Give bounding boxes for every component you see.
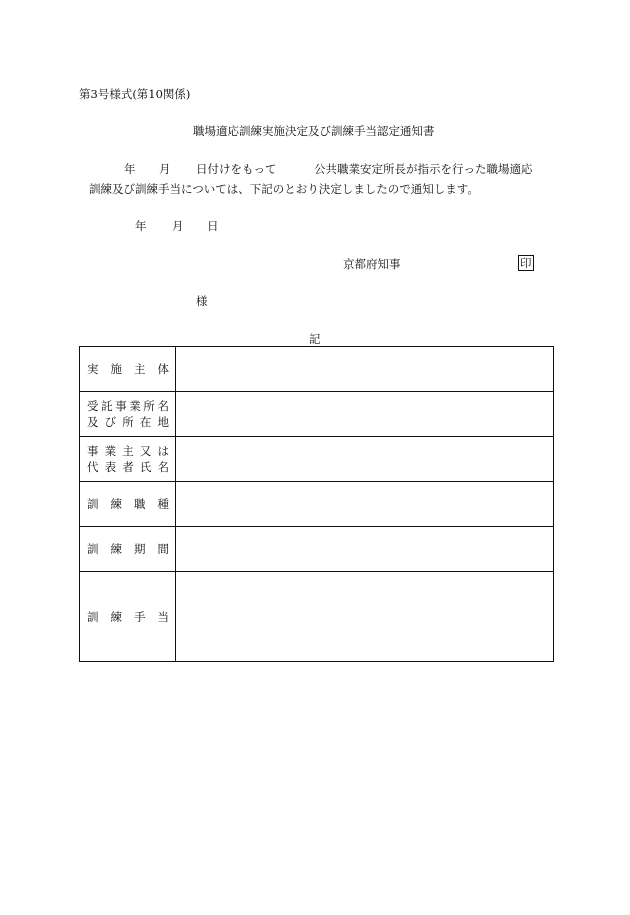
seal-mark: 印 bbox=[520, 256, 532, 270]
label-char: 地 bbox=[157, 415, 169, 429]
row-label-text bbox=[80, 541, 175, 557]
row-label bbox=[80, 347, 176, 392]
row-label bbox=[80, 482, 176, 527]
form-number: 第3号様式(第10関係) bbox=[79, 87, 191, 101]
row-label-text bbox=[80, 496, 175, 512]
row-label bbox=[80, 437, 176, 482]
label-char: は bbox=[157, 444, 169, 458]
label-char: 実 bbox=[87, 362, 99, 376]
row-value[interactable] bbox=[176, 392, 554, 437]
row-value[interactable] bbox=[176, 347, 554, 392]
label-char: 氏 bbox=[139, 460, 152, 474]
body-year: 年 bbox=[124, 162, 136, 176]
addressee-suffix: 様 bbox=[196, 294, 208, 308]
label-char: 表 bbox=[104, 460, 117, 474]
label-char: 手 bbox=[134, 609, 146, 624]
label-char: 当 bbox=[157, 609, 169, 624]
label-char: 訓 bbox=[87, 542, 99, 556]
document-title: 職場適応訓練実施決定及び訓練手当認定通知書 bbox=[193, 124, 435, 138]
label-char: 業 bbox=[104, 444, 117, 458]
label-char: 練 bbox=[110, 609, 122, 624]
row-value[interactable] bbox=[176, 527, 554, 572]
label-char: 練 bbox=[110, 497, 122, 511]
label-char: 主 bbox=[134, 362, 146, 376]
date-day: 日 bbox=[207, 219, 219, 233]
details-table bbox=[79, 346, 554, 662]
label-char: 間 bbox=[157, 542, 169, 556]
label-char: 業 bbox=[129, 399, 141, 413]
table-row bbox=[80, 572, 554, 662]
label-char: 訓 bbox=[87, 497, 99, 511]
row-label-line2 bbox=[80, 459, 175, 475]
label-char: 体 bbox=[157, 362, 169, 376]
label-char: 託 bbox=[101, 399, 113, 413]
label-char: 及 bbox=[87, 415, 99, 429]
date-year: 年 bbox=[135, 219, 147, 233]
row-value[interactable] bbox=[176, 482, 554, 527]
body-line1-rest: 公共職業安定所長が指示を行った職場適応 bbox=[314, 162, 533, 176]
body-day-phrase: 日付けをもって bbox=[196, 162, 277, 176]
row-label-line1 bbox=[80, 398, 175, 414]
label-char: 主 bbox=[122, 444, 134, 458]
label-char: 職 bbox=[134, 497, 146, 511]
label-char: 事 bbox=[115, 399, 127, 413]
row-label bbox=[80, 572, 176, 662]
label-char: 又 bbox=[139, 444, 152, 458]
row-label-text bbox=[80, 609, 175, 625]
label-char: 所 bbox=[122, 415, 134, 429]
row-value[interactable] bbox=[176, 437, 554, 482]
row-label-line1 bbox=[80, 443, 175, 459]
ki-heading: 記 bbox=[309, 332, 321, 346]
date-month: 月 bbox=[172, 219, 184, 233]
table-row bbox=[80, 347, 554, 392]
label-char: 施 bbox=[110, 362, 122, 376]
body-line2: 訓練及び訓練手当については、下記のとおり決定しましたので通知します。 bbox=[89, 182, 479, 196]
label-char: 期 bbox=[134, 542, 146, 556]
row-label-text bbox=[80, 361, 175, 377]
label-char: 事 bbox=[87, 444, 99, 458]
table-row bbox=[80, 392, 554, 437]
row-label-stack bbox=[80, 392, 175, 436]
issuer-name: 京都府知事 bbox=[343, 257, 401, 271]
label-char: び bbox=[104, 415, 117, 429]
label-char: 在 bbox=[139, 415, 152, 429]
label-char: 受 bbox=[87, 399, 99, 413]
label-char: 練 bbox=[110, 542, 122, 556]
table-row bbox=[80, 482, 554, 527]
row-label bbox=[80, 527, 176, 572]
label-char: 訓 bbox=[87, 609, 99, 624]
row-label-line2 bbox=[80, 414, 175, 430]
label-char: 名 bbox=[157, 399, 169, 413]
label-char: 種 bbox=[157, 497, 169, 511]
label-char: 者 bbox=[122, 460, 134, 474]
label-char: 名 bbox=[157, 460, 169, 474]
table-row bbox=[80, 527, 554, 572]
row-label bbox=[80, 392, 176, 437]
label-char: 所 bbox=[143, 399, 155, 413]
label-char: 代 bbox=[87, 460, 99, 474]
body-month: 月 bbox=[159, 162, 171, 176]
row-value[interactable] bbox=[176, 572, 554, 662]
row-label-stack bbox=[80, 437, 175, 481]
table-row bbox=[80, 437, 554, 482]
